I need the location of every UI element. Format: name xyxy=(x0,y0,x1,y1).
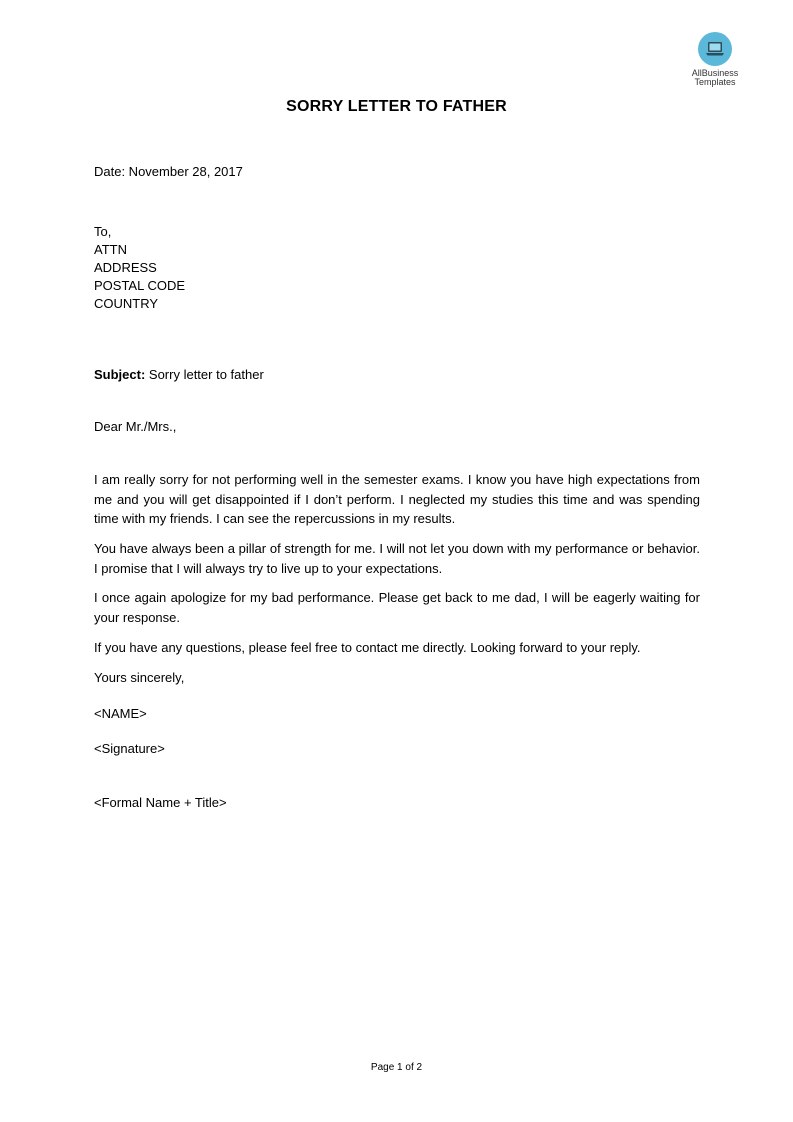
salutation: Dear Mr./Mrs., xyxy=(94,419,177,434)
logo-line2: Templates xyxy=(694,77,736,87)
body-paragraph-4: If you have any questions, please feel free to contact me directly. Looking forward to your reply. xyxy=(94,640,641,655)
subject-text: Sorry letter to father xyxy=(145,367,264,382)
address-postal-code: POSTAL CODE xyxy=(94,278,186,293)
address-street: ADDRESS xyxy=(94,260,157,275)
brand-logo xyxy=(684,32,746,87)
address-country: COUNTRY xyxy=(94,296,159,311)
letter-title: SORRY LETTER TO FATHER xyxy=(286,98,507,115)
page-number-footer: Page 1 of 2 xyxy=(370,1062,423,1073)
laptop-icon xyxy=(698,32,732,66)
closing: Yours sincerely, xyxy=(94,670,185,685)
body-paragraph-2: You have always been a pillar of strength for me. I will not let you down with my performance or behavior. I promise that I will always try to live up to your expectations. xyxy=(94,541,700,576)
address-to: To, xyxy=(94,224,112,239)
logo-text xyxy=(684,69,746,87)
logo-line1: AllBusiness xyxy=(691,68,739,78)
signature-placeholder: <Signature> xyxy=(94,741,165,756)
body-paragraph-3: I once again apologize for my bad performance. Please get back to me dad, I will be eagerly waiting for your response. xyxy=(94,590,700,625)
date-line: Date: November 28, 2017 xyxy=(94,164,243,179)
formal-name-placeholder: <Formal Name + Title> xyxy=(94,795,227,810)
subject-label: Subject: xyxy=(94,367,146,382)
body-paragraph-1: I am really sorry for not performing well in the semester exams. I know you have high expectations from me and you will get disappointed if I don’t perform. I neglected my studies this time and was spending time with my friends. I can see the repercussions in my results. xyxy=(94,472,700,526)
address-attn: ATTN xyxy=(94,242,127,257)
recipient-address xyxy=(94,223,185,313)
name-placeholder: <NAME> xyxy=(94,706,147,721)
subject-line xyxy=(94,366,264,384)
